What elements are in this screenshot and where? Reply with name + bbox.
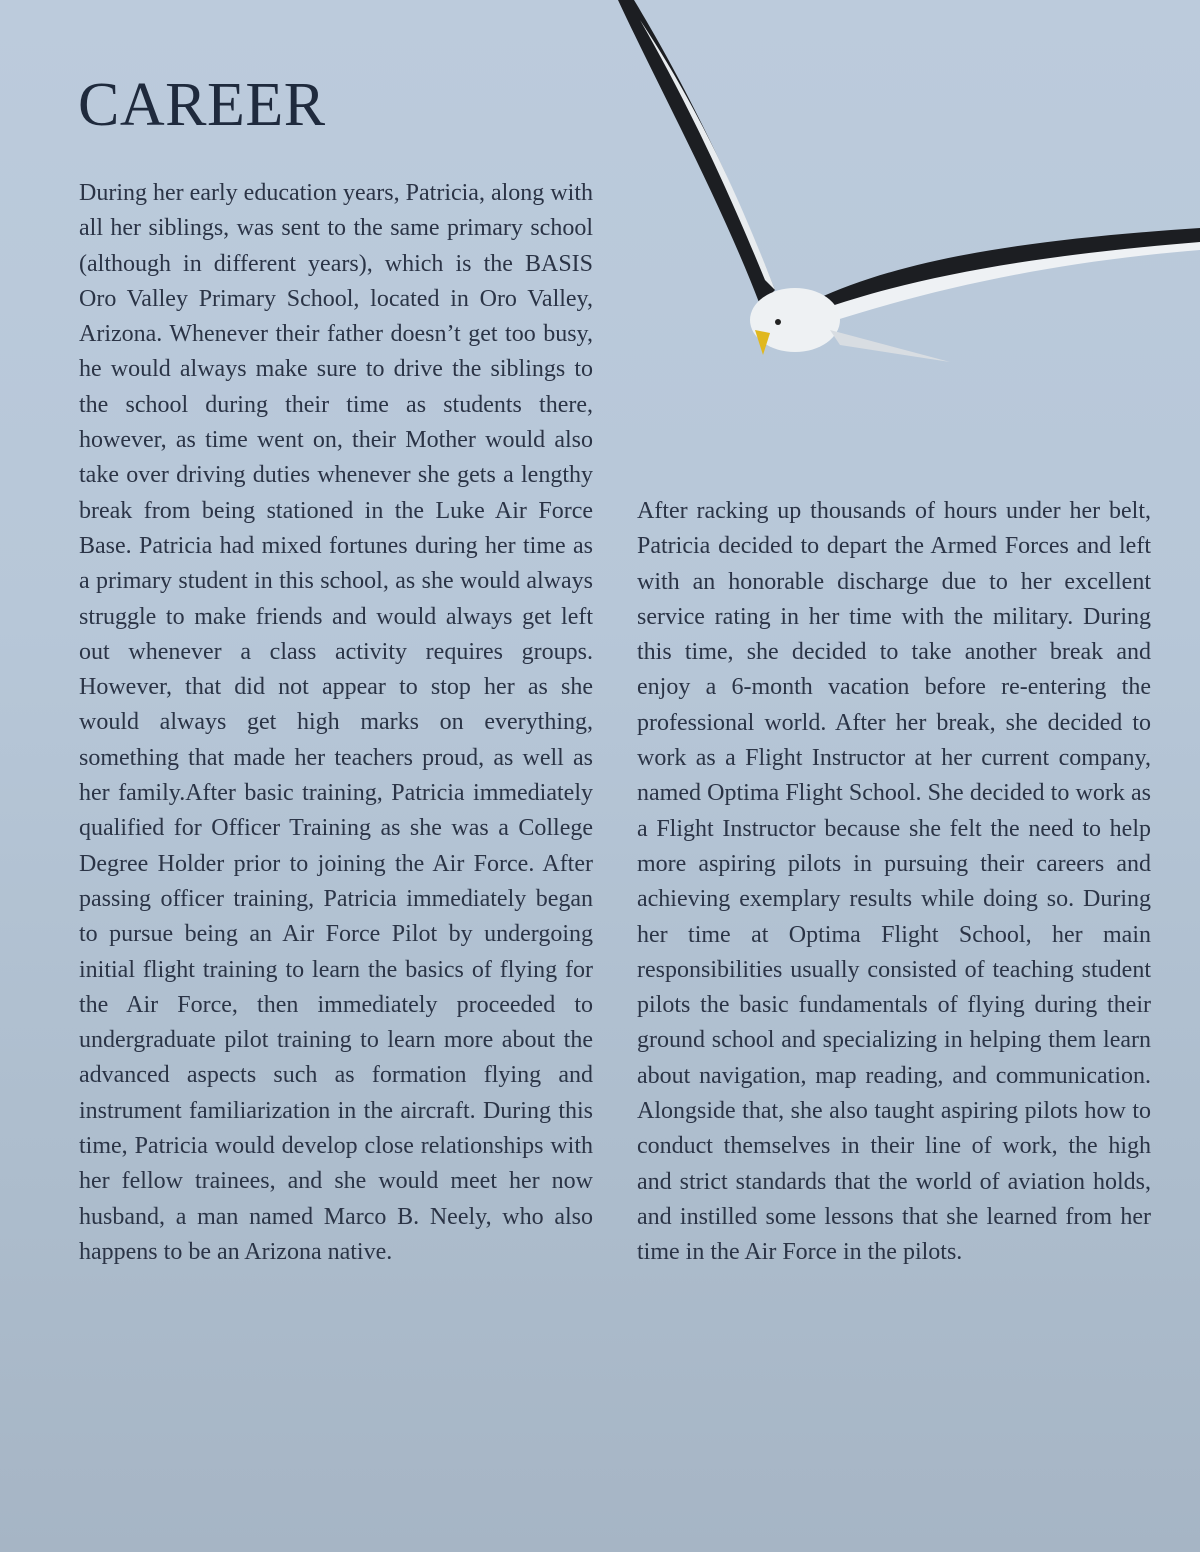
seagull-image <box>600 0 1200 380</box>
career-right-paragraph: After racking up thousands of hours under her belt, Patricia decided to depart the Armed Forces and left with an honorable discharge due to her excellent service rating in her time with the military. During this time, she decided to take another break and enjoy a 6-month vacation before re-entering the professional world. After her break, she decided to work as a Flight Instructor at her current company, named Optima Flight School. She decided to work as a Flight Instructor because she felt the need to help more aspiring pilots in pursuing their careers and achieving exemplary results while doing so. During her time at Optima Flight School, her main responsibilities usually consisted of teaching student pilots the basic fundamentals of flying during their ground school and specializing in helping them learn about navigation, map reading, and communication. Alongside that, she also taught aspiring pilots how to conduct themselves in their line of work, the high and strict standards that the world of aviation holds, and instilled some lessons that she learned from her time in the Air Force in the pilots. <box>637 498 1151 1266</box>
page-title: CAREER <box>78 71 326 139</box>
bird-tail <box>830 330 950 362</box>
bird-left-wing <box>618 0 775 305</box>
career-left-paragraph: During her early education years, Patricia, along with all her siblings, was sent to the same primary school (although in different years), which is the BASIS Oro Valley Primary School, located in Oro Valley, Arizona. Whenever their father doesn’t get too busy, he would always make sure to drive the siblings to the school during their time as students there, however, as time went on, their Mother would also take over driving duties whenever she gets a lengthy break from being stationed in the Luke Air Force Base. Patricia had mixed fortunes during her time as a primary student in this school, as she would always struggle to make friends and would always get left out whenever a class activity requires groups. However, that did not appear to stop her as she would always get high marks on everything, something that made her teachers proud, as well as her family.After basic training, Patricia immediately qualified for Officer Training as she was a College Degree Holder prior to joining the Air Force. After passing officer training, Patricia immediately began to pursue being an Air Force Pilot by undergoing initial flight training to learn the basics of flying for the Air Force, then immediately proceeded to undergraduate pilot training to learn more about the advanced aspects such as formation flying and instrument familiarization in the aircraft. During this time, Patricia would develop close relationships with her fellow trainees, and she would meet her now husband, a man named Marco B. Neely, who also happens to be an Arizona native. <box>79 180 593 1265</box>
bird-eye <box>775 319 781 325</box>
